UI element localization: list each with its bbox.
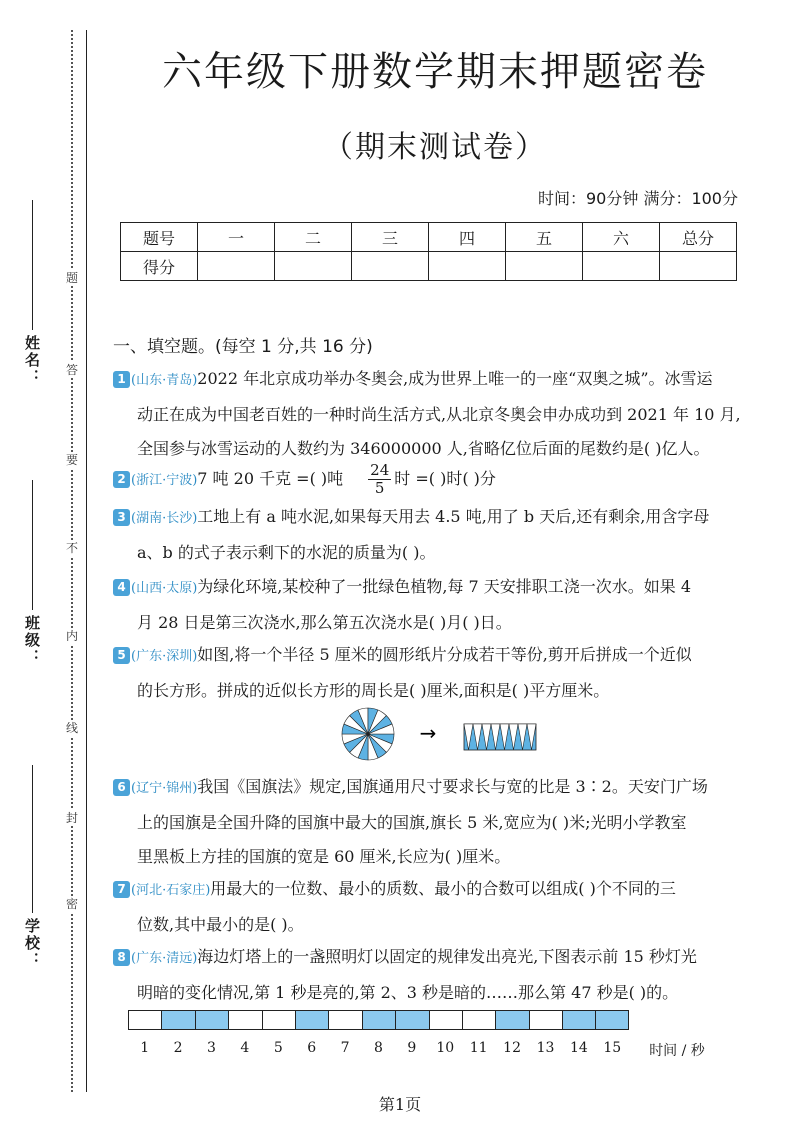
score-table-cell: 五: [506, 223, 583, 252]
page-title: 六年级下册数学期末押题密卷: [162, 49, 708, 95]
question-source: (山西·太原): [131, 581, 198, 596]
question-source: (湖南·长沙): [131, 511, 198, 526]
question-source: (山东·青岛): [131, 373, 198, 388]
score-table-cell: 二: [275, 223, 352, 252]
score-input-cell[interactable]: [198, 252, 275, 281]
question-text: 7 吨 20 千克 =( )吨: [197, 469, 344, 488]
question-text: 2022 年北京成功举办冬奥会,成为世界上唯一的一座“双奥之城”。冰雪运: [197, 369, 713, 388]
arrow-icon: →: [419, 721, 437, 745]
timeline-boxes: [128, 1010, 629, 1030]
score-table-header-row: [121, 223, 737, 252]
page-number: 第1页: [378, 1095, 422, 1114]
score-table-cell: 得分: [121, 252, 198, 281]
timeline-tick-label: 7: [340, 1040, 350, 1056]
timeline-tick-label: 14: [569, 1040, 588, 1056]
binding-margin: [0, 0, 90, 1132]
timeline-second-box: [562, 1010, 595, 1030]
school-label: 学校：: [23, 918, 41, 969]
timeline-second-box: [228, 1010, 261, 1030]
question-line: [113, 872, 773, 908]
question-1: [113, 362, 773, 466]
question-number: 5: [113, 647, 130, 664]
question-7: [113, 872, 773, 942]
question-text: 全国参与冰雪运动的人数约为 346000000 人,省略亿位后面的尾数约是( )亿人。: [137, 439, 710, 458]
light-timeline: [128, 1010, 705, 1060]
seal-char: 答: [65, 363, 78, 377]
score-table-cell: 四: [429, 223, 506, 252]
score-table-cell: 题号: [121, 223, 198, 252]
question-source: (浙江·宁波): [131, 473, 198, 488]
timeline-second-box: [262, 1010, 295, 1030]
timeline-second-box: [362, 1010, 395, 1030]
timeline-tick-label: 3: [207, 1040, 216, 1056]
question-number: 6: [113, 779, 130, 796]
score-table: [120, 222, 737, 281]
timeline-tick-label: 15: [603, 1040, 622, 1056]
score-table-score-row: [121, 252, 737, 281]
seal-char: 要: [65, 453, 78, 467]
score-input-cell[interactable]: [275, 252, 352, 281]
score-input-cell[interactable]: [506, 252, 583, 281]
question-source: (河北·石家庄): [131, 883, 211, 898]
question-6: [113, 770, 773, 874]
timeline-tick-label: 8: [374, 1040, 383, 1056]
timeline-axis-label: 时间 / 秒: [649, 1043, 705, 1059]
question-line: [113, 638, 773, 674]
question-text: 用最大的一位数、最小的质数、最小的合数可以组成( )个不同的三: [210, 879, 676, 898]
approx-rectangle-icon: [464, 724, 536, 750]
timeline-second-box: [595, 1010, 628, 1030]
seal-char: 内: [65, 629, 78, 643]
question-text: 的长方形。拼成的近似长方形的周长是( )厘米,面积是( )平方厘米。: [137, 681, 610, 700]
question-text: 位数,其中最小的是( )。: [137, 915, 304, 934]
class-label: 班级：: [23, 615, 41, 666]
question-text: 工地上有 a 吨水泥,如果每天用去 4.5 吨,用了 b 天后,还有剩余,用含字母: [197, 507, 710, 526]
question-number: 3: [113, 509, 130, 526]
timeline-second-box: [429, 1010, 462, 1030]
timeline-second-box: [395, 1010, 428, 1030]
question-5: [113, 638, 773, 708]
circle-to-rectangle-figure: [340, 706, 540, 762]
timeline-tick-label: 6: [307, 1040, 317, 1056]
question-text: 海边灯塔上的一盏照明灯以固定的规律发出亮光,下图表示前 15 秒灯光: [197, 947, 697, 966]
timeline-tick-label: 13: [536, 1040, 555, 1056]
seal-char: 密: [65, 897, 78, 911]
fraction-denominator: 5: [374, 479, 385, 497]
question-text: 月 28 日是第三次浇水,那么第五次浇水是( )月( )日。: [137, 613, 512, 632]
question-text: 为绿化环境,某校种了一批绿色植物,每 7 天安排职工浇一次水。如果 4: [197, 577, 692, 596]
question-text: 上的国旗是全国升降的国旗中最大的国旗,旗长 5 米,宽应为( )米;光明小学教室: [137, 813, 687, 832]
question-number: 8: [113, 949, 130, 966]
question-text: 明暗的变化情况,第 1 秒是亮的,第 2、3 秒是暗的……那么第 47 秒是( )的。: [137, 983, 679, 1002]
score-table-cell: 总分: [660, 223, 737, 252]
question-text: 我国《国旗法》规定,国旗通用尺寸要求长与宽的比是 3∶2。天安门广场: [197, 777, 708, 796]
question-line: [113, 500, 773, 536]
question-text: 里黑板上方挂的国旗的宽是 60 厘米,长应为( )厘米。: [137, 847, 511, 866]
score-input-cell[interactable]: [583, 252, 660, 281]
question-line: [113, 770, 773, 806]
question-number: 1: [113, 371, 130, 388]
question-line: [113, 362, 773, 398]
name-field[interactable]: [32, 200, 33, 330]
seal-char: 线: [65, 721, 78, 735]
question-text: 如图,将一个半径 5 厘米的圆形纸片分成若干等份,剪开后拼成一个近似: [197, 645, 692, 664]
timeline-second-box: [495, 1010, 528, 1030]
seal-char: 题: [65, 271, 78, 285]
fraction: [368, 462, 391, 497]
timeline-tick-label: 2: [173, 1040, 183, 1056]
score-table-cell: 六: [583, 223, 660, 252]
question-text: 时 =( )时( )分: [394, 469, 496, 488]
divided-circle-icon: [342, 708, 394, 760]
section-heading: 一、填空题。(每空 1 分,共 16 分): [113, 337, 373, 357]
cut-line: [71, 30, 73, 1092]
question-8: [113, 940, 773, 1010]
timeline-tick-label: 12: [503, 1040, 522, 1056]
margin-rule: [86, 30, 87, 1092]
question-line: [113, 940, 773, 976]
fraction-numerator: 24: [370, 461, 390, 479]
question-source: (广东·清远): [131, 951, 198, 966]
question-4: [113, 570, 773, 640]
timeline-tick-label: 10: [436, 1040, 455, 1056]
question-number: 2: [113, 471, 130, 488]
seal-char: 封: [65, 811, 78, 825]
timeline-second-box: [295, 1010, 328, 1030]
timeline-tick-label: 9: [407, 1040, 417, 1056]
time-info: 时间：90分钟 满分：100分: [538, 189, 738, 208]
timeline-tick-label: 4: [240, 1040, 250, 1056]
timeline-second-box: [128, 1010, 161, 1030]
timeline-second-box: [462, 1010, 495, 1030]
class-field[interactable]: [32, 480, 33, 610]
timeline-tick-label: 11: [469, 1040, 488, 1056]
page-subtitle: （期末测试卷）: [323, 130, 547, 165]
timeline-labels: [128, 1040, 705, 1060]
seal-char: 不: [65, 541, 78, 555]
question-number: 7: [113, 881, 130, 898]
question-line: [113, 570, 773, 606]
timeline-second-box: [529, 1010, 562, 1030]
question-3: [113, 500, 773, 570]
score-input-cell[interactable]: [429, 252, 506, 281]
question-source: (辽宁·锦州): [131, 781, 198, 796]
timeline-second-box: [328, 1010, 361, 1030]
timeline-second-box: [161, 1010, 194, 1030]
timeline-second-box: [195, 1010, 228, 1030]
score-input-cell[interactable]: [352, 252, 429, 281]
name-label: 姓名：: [23, 335, 41, 386]
timeline-tick-label: 5: [273, 1040, 283, 1056]
score-table-cell: 三: [352, 223, 429, 252]
question-number: 4: [113, 579, 130, 596]
score-input-cell[interactable]: [660, 252, 737, 281]
question-2: [113, 462, 773, 498]
school-field[interactable]: [32, 765, 33, 913]
question-text: 动正在成为中国老百姓的一种时尚生活方式,从北京冬奥会申办成功到 2021 年 10 月,: [137, 405, 741, 424]
timeline-tick-label: 1: [140, 1040, 150, 1056]
question-line: [113, 462, 773, 498]
score-table-cell: 一: [198, 223, 275, 252]
question-text: a、b 的式子表示剩下的水泥的质量为( )。: [137, 543, 436, 562]
question-source: (广东·深圳): [131, 649, 198, 664]
